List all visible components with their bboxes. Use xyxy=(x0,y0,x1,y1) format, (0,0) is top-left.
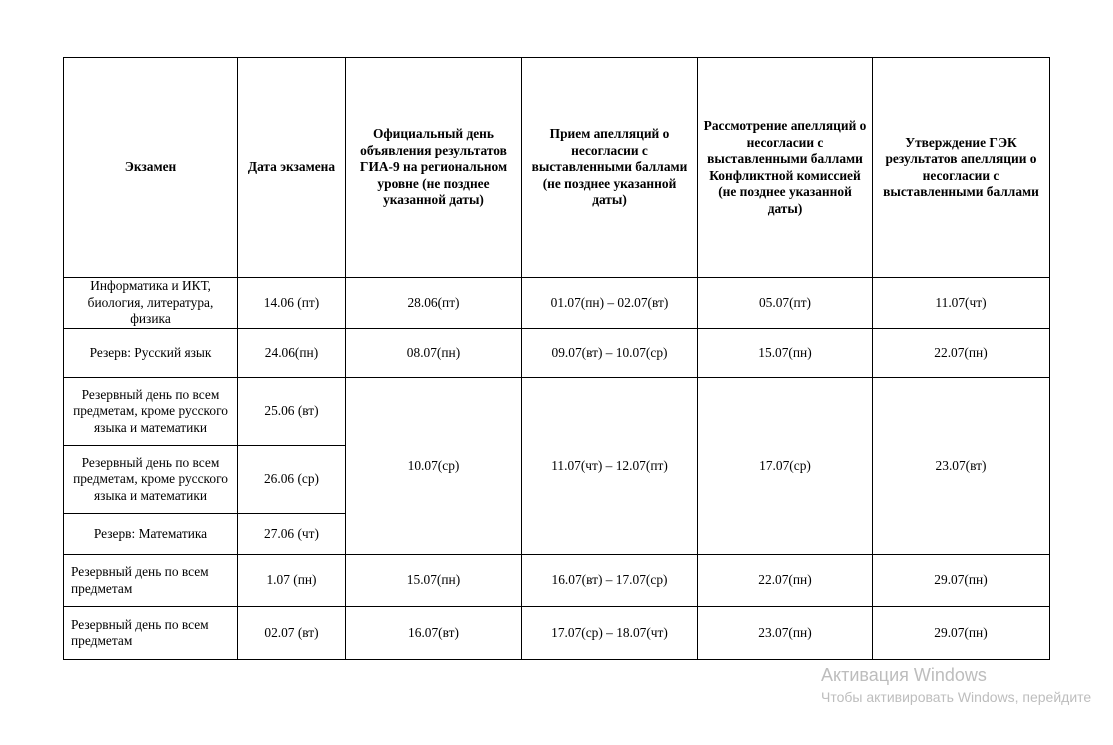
review-date-cell: 23.07(пн) xyxy=(698,607,873,660)
appeal-period-cell: 09.07(вт) – 10.07(ср) xyxy=(522,329,698,378)
review-date-cell: 05.07(пт) xyxy=(698,278,873,329)
exam-date-cell: 26.06 (ср) xyxy=(238,446,346,514)
results-date-cell: 28.06(пт) xyxy=(346,278,522,329)
exam-cell: Резервный день по всем предметам xyxy=(64,607,238,660)
approval-date-cell: 29.07(пн) xyxy=(873,607,1050,660)
header-exam-date: Дата экзамена xyxy=(238,58,346,278)
exam-cell: Резерв: Русский язык xyxy=(64,329,238,378)
exam-date-cell: 25.06 (вт) xyxy=(238,378,346,446)
approval-date-cell-merged: 23.07(вт) xyxy=(873,378,1050,555)
results-date-cell-merged: 10.07(ср) xyxy=(346,378,522,555)
watermark-title: Активация Windows xyxy=(821,665,987,685)
watermark-subtitle: Чтобы активировать Windows, перейдите xyxy=(821,689,1092,705)
exam-date-cell: 27.06 (чт) xyxy=(238,514,346,555)
header-exam: Экзамен xyxy=(64,58,238,278)
exam-date-cell: 1.07 (пн) xyxy=(238,555,346,607)
results-date-cell: 15.07(пн) xyxy=(346,555,522,607)
review-date-cell: 15.07(пн) xyxy=(698,329,873,378)
schedule-table xyxy=(63,57,1050,660)
table-row xyxy=(64,607,1050,660)
appeal-period-cell: 17.07(ср) – 18.07(чт) xyxy=(522,607,698,660)
approval-date-cell: 22.07(пн) xyxy=(873,329,1050,378)
exam-cell: Резервный день по всем предметам, кроме русского языка и математики xyxy=(64,378,238,446)
header-gek-approval: Утверждение ГЭК результатов апелляции о несогласии с выставленными баллами xyxy=(873,58,1050,278)
header-results-day: Официальный день объявления результатов ГИА-9 на региональном уровне (не позднее указанной даты) xyxy=(346,58,522,278)
exam-cell: Информатика и ИКТ, биология, литература, физика xyxy=(64,278,238,329)
exam-date-cell: 24.06(пн) xyxy=(238,329,346,378)
table-row xyxy=(64,555,1050,607)
appeal-period-cell: 16.07(вт) – 17.07(ср) xyxy=(522,555,698,607)
exam-date-cell: 14.06 (пт) xyxy=(238,278,346,329)
table-row xyxy=(64,278,1050,329)
header-appeal-review: Рассмотрение апелляций о несогласии с выставленными баллами Конфликтной комиссией (не позднее указанной даты) xyxy=(698,58,873,278)
table-row xyxy=(64,329,1050,378)
review-date-cell-merged: 17.07(ср) xyxy=(698,378,873,555)
approval-date-cell: 29.07(пн) xyxy=(873,555,1050,607)
results-date-cell: 16.07(вт) xyxy=(346,607,522,660)
exam-cell: Резерв: Математика xyxy=(64,514,238,555)
exam-cell: Резервный день по всем предметам xyxy=(64,555,238,607)
exam-date-cell: 02.07 (вт) xyxy=(238,607,346,660)
review-date-cell: 22.07(пн) xyxy=(698,555,873,607)
appeal-period-cell: 01.07(пн) – 02.07(вт) xyxy=(522,278,698,329)
table-row xyxy=(64,378,1050,446)
header-row xyxy=(64,58,1050,278)
results-date-cell: 08.07(пн) xyxy=(346,329,522,378)
appeal-period-cell-merged: 11.07(чт) – 12.07(пт) xyxy=(522,378,698,555)
windows-activation-watermark xyxy=(821,664,1091,706)
exam-cell: Резервный день по всем предметам, кроме русского языка и математики xyxy=(64,446,238,514)
header-appeal-intake: Прием апелляций о несогласии с выставленными баллами (не позднее указанной даты) xyxy=(522,58,698,278)
approval-date-cell: 11.07(чт) xyxy=(873,278,1050,329)
